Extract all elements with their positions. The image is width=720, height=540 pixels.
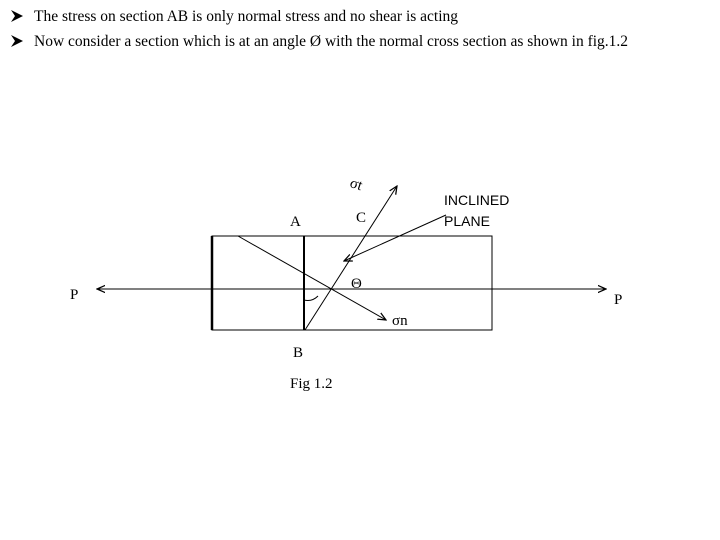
label-b: B <box>293 345 304 361</box>
bullet-text: Now consider a section which is at an angle Ø with the normal cross section as shown in fig.1.2 <box>34 33 629 50</box>
label-plane: PLANE <box>444 213 490 229</box>
figure-caption: Fig 1.2 <box>290 376 333 392</box>
bullet-text: The stress on section AB is only normal stress and no shear is acting <box>34 8 459 25</box>
angle-arc <box>304 296 318 301</box>
label-p-left: P <box>70 287 79 303</box>
label-p-right: P <box>614 292 623 308</box>
normal-stress-line <box>238 236 386 320</box>
label-inclined: INCLINED <box>444 192 510 208</box>
label-c: C <box>356 210 367 226</box>
label-sigma-n: σn <box>392 313 408 329</box>
label-a: A <box>290 214 301 230</box>
label-sigma-t: σt <box>347 175 365 195</box>
label-theta: Θ <box>351 276 362 292</box>
